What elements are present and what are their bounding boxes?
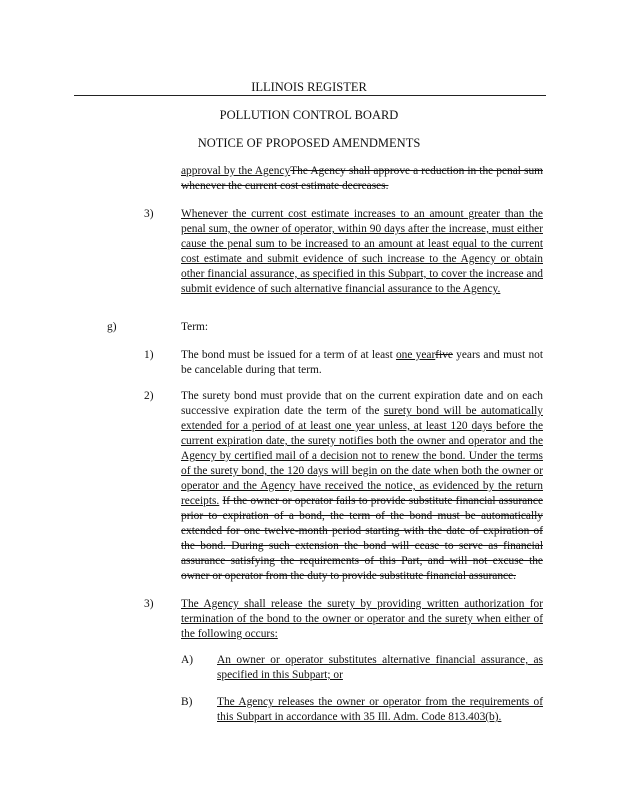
section-g-label: g) — [107, 321, 117, 333]
g1-number: 1) — [144, 349, 154, 361]
g2-number: 2) — [144, 390, 154, 402]
section-g-title: Term: — [181, 321, 209, 333]
intro-inserted-text: approval by the Agency — [181, 165, 291, 177]
g3-inserted-text: The Agency shall release the surety by providing written authorization for termination of the bond to the owner or operator and the surety when either of the following occurs: — [181, 598, 543, 640]
item-3-paragraph — [181, 207, 543, 297]
gB-number: B) — [181, 696, 193, 708]
gA-inserted-text: An owner or operator substitutes alternative financial assurance, as specified in this Subpart; or — [217, 654, 543, 681]
register-title: ILLINOIS REGISTER — [251, 80, 367, 94]
g3-number: 3) — [144, 598, 154, 610]
board-title: POLLUTION CONTROL BOARD — [219, 108, 399, 122]
g1-text: The bond must be issued for a term of at least — [181, 349, 396, 361]
g1-deleted-text: five — [435, 349, 453, 361]
gA-number: A) — [181, 654, 194, 666]
item-3-number: 3) — [144, 208, 154, 220]
gB-inserted-text: The Agency releases the owner or operator from the requirements of this Subpart in accordance with 35 Ill. Adm. Code 813.403(b). — [217, 696, 543, 723]
intro-paragraph — [181, 164, 543, 194]
g2-inserted-text: surety bond will be automatically extended for a period of at least one year unless, at least 120 days before the current expiration date, the surety notifies both the owner and operator and the Agency by certified mail of a decision not to renew the bond. Under the terms of the surety bond, the 120 days will begin on the date when both the owner or operator and the Agency have received the notice, as evidenced by the return receipts. — [181, 405, 543, 507]
item-3-inserted-text: Whenever the current cost estimate increases to an amount greater than the penal sum, the owner of operator, within 90 days after the increase, must either cause the penal sum to be increased to an amount at least equal to the current cost estimate and submit evidence of such increase to the Agency or obtain other financial assurance, as specified in this Subpart, to cover the increase and submit evidence of such alternative financial assurance to the Agency. — [181, 208, 543, 295]
header-rule — [74, 95, 546, 96]
g2-deleted-text: If the owner or operator fails to provide substitute financial assurance prior to expiration of a bond, the term of the bond must be automatically extended for one twelve-month period starting with the date of expiration of the bond. During such extension the bond will cease to serve as financial assurance satisfying the requirements of this Part, and will not excuse the owner or operator from the duty to provide substitute financial assurance. — [181, 495, 543, 582]
g3-paragraph — [181, 597, 543, 642]
g1-inserted-text: one year — [395, 349, 436, 361]
intro-deleted-text: The Agency shall approve a reduction in the penal sum whenever the current cost estimate decreases. — [181, 165, 543, 192]
g1-text-end: years and must not be cancelable during that term. — [181, 349, 543, 376]
gA-paragraph — [217, 653, 543, 683]
g2-text: The surety bond must provide that on the current expiration date and on each successive expiration date the term of the — [181, 390, 543, 417]
g2-paragraph — [181, 389, 543, 584]
gB-paragraph — [217, 695, 543, 725]
g1-paragraph — [181, 348, 543, 378]
notice-title: NOTICE OF PROPOSED AMENDMENTS — [197, 136, 421, 150]
